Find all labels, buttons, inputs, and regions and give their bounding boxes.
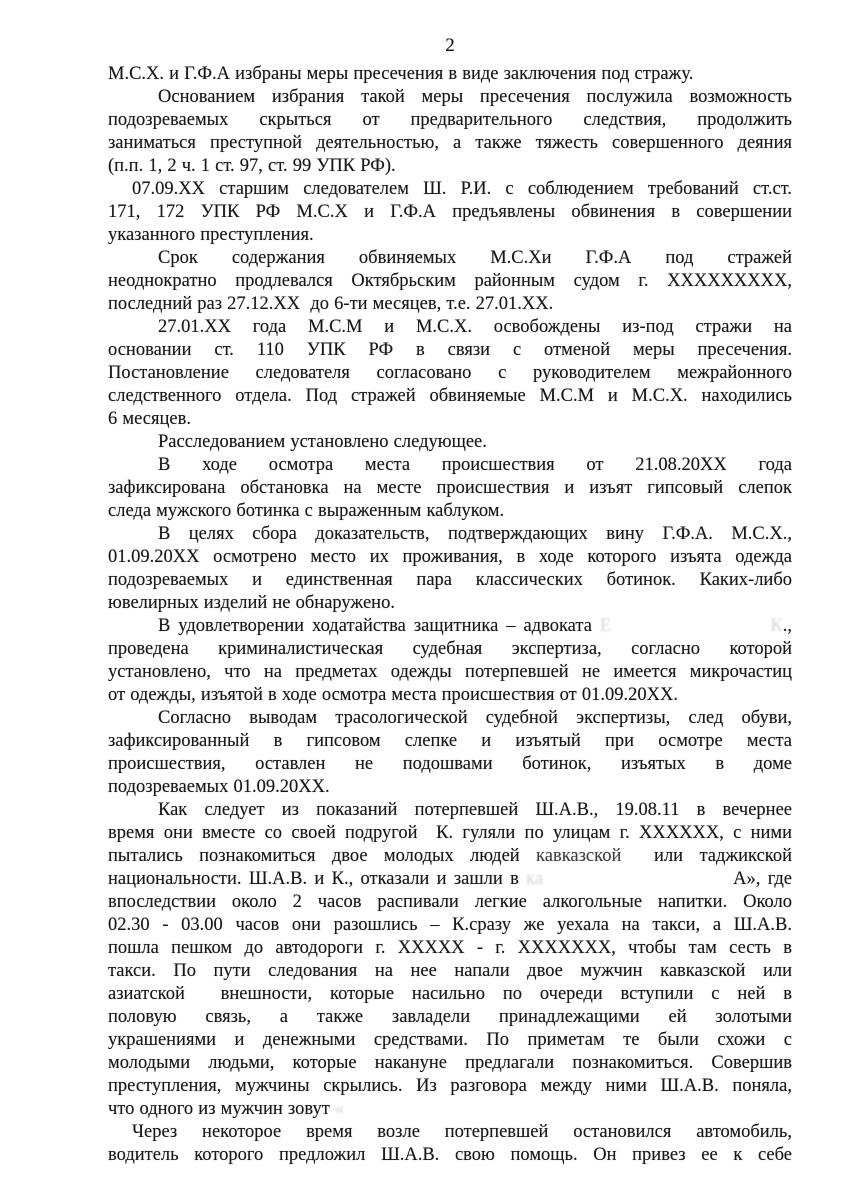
paragraph (108, 707, 792, 799)
text-line: зафиксированный в гипсовом слепке и изъятый при осмотре места (108, 731, 792, 751)
text-line: заниматься преступной деятельностью, а также тяжесть совершенного деяния (108, 133, 792, 153)
text-line: преступления, мужчины скрылись. Из разговора между ними Ш.А.В. поняла, (108, 1076, 792, 1096)
text-line: происшествия, оставлен не подошвами ботинок, изъятых в доме (108, 754, 792, 774)
text-segment: ., (782, 616, 792, 636)
paragraph (108, 86, 792, 178)
text-line: впоследствии около 2 часов распивали легкие алкогольные напитки. Около (108, 892, 792, 912)
text-line: указанного преступления. (108, 225, 314, 245)
text-line: подозреваемых скрыться от предварительного следствия, продолжить (108, 110, 792, 130)
text-segment: В удовлетворении ходатайства защитника – адвоката (158, 616, 600, 636)
paragraph (108, 316, 792, 431)
text-line: молодыми людьми, которые накануне предлагали познакомиться. Совершив (108, 1053, 792, 1073)
text-line: 01.09.20ХХ осмотрено место их проживания, в ходе которого изъята одежда (108, 547, 792, 567)
text-line: зафиксирована обстановка на месте происшествия и изъят гипсовый слепок (108, 478, 792, 498)
text-line: основании ст. 110 УПК РФ в связи с отменой меры пресечения. (108, 340, 792, 360)
page-number: 2 (445, 35, 455, 56)
text-line (108, 1098, 792, 1121)
paragraph (108, 523, 792, 615)
text-line: ювелирных изделий не обнаружено. (108, 593, 395, 613)
text-segment: А», где (733, 869, 793, 889)
text-line: пошла пешком до автодороги г. ХХХХХ - г. ХХХХХХХ, чтобы там сесть в (108, 938, 792, 958)
text-line: такси. По пути следования на нее напали двое мужчин кавказской или (108, 961, 792, 981)
text-line: 02.30 - 03.00 часов они разошлись – К.сразу же уехала на такси, а Ш.А.В. (108, 915, 792, 935)
text-line (108, 868, 792, 891)
text-line: установлено, что на предметах одежды потерпевшей не имеется микрочастиц (108, 662, 792, 682)
text-line: следа мужского ботинка с выраженным каблуком. (108, 501, 505, 521)
redacted-text: ка (526, 869, 734, 889)
text-line: азиатской внешности, которые насильно по очереди вступили с ней в (108, 984, 792, 1004)
text-line: проведена криминалистическая судебная экспертиза, согласно которой (108, 639, 792, 659)
text-line: подозреваемых 01.09.20ХХ. (108, 777, 330, 797)
text-line: В целях сбора доказательств, подтверждающих вину Г.Ф.А. М.С.Х., (158, 524, 792, 544)
paragraph (108, 63, 792, 86)
text-segment: кавказской (536, 846, 622, 866)
text-line: водитель которого предложил Ш.А.В. свою помощь. Он привез ее к себе (108, 1145, 792, 1165)
text-line: 6 месяцев. (108, 409, 191, 429)
text-line: Постановление следователя согласовано с руководителем межрайонного (108, 363, 792, 383)
text-line: В ходе осмотра места происшествия от 21.08.20ХХ года (158, 455, 792, 475)
paragraph (108, 178, 792, 247)
paragraph (108, 454, 792, 523)
text-line: последний раз 27.12.ХХ до 6-ти месяцев, т.е. 27.01.ХХ. (108, 294, 554, 314)
text-line: 07.09.ХХ старшим следователем Ш. Р.И. с соблюдением требований ст.ст. (132, 179, 792, 199)
text-line: неоднократно продлевался Октябрьским районным судом г. ХХХХХХХХХ, (108, 271, 792, 291)
paragraph (108, 247, 792, 316)
text-segment: или таджикской (621, 846, 792, 866)
paragraph (108, 615, 792, 707)
text-line: подозреваемых и единственная пара классических ботинок. Каких-либо (108, 570, 792, 590)
text-line: Согласно выводам трасологической судебной экспертизы, след обуви, (158, 708, 792, 728)
text-segment: что одного из мужчин зовут (108, 1099, 335, 1119)
text-line: 27.01.ХХ года М.С.М и М.С.Х. освобождены из-под стражи на (158, 317, 792, 337)
text-segment: пытались познакомиться двое молодых людей (108, 846, 537, 866)
text-line: 171, 172 УПК РФ М.С.Х и Г.Ф.А предъявлены обвинения в совершении (108, 202, 792, 222)
document-body (108, 63, 792, 1167)
text-line: Расследованием установлено следующее. (158, 432, 487, 452)
text-line: Как следует из показаний потерпевшей Ш.А.В., 19.08.11 в вечернее (158, 800, 792, 820)
text-line: Срок содержания обвиняемых М.С.Хи Г.Ф.А под стражей (158, 248, 792, 268)
paragraph (108, 431, 792, 454)
redacted-text: Е К (599, 616, 783, 636)
text-line: половую связь, а также завладели принадлежащими ей золотыми (108, 1007, 792, 1027)
text-line: Основанием избрания такой меры пресечения послужила возможность (158, 87, 792, 107)
redacted-text: « (334, 1099, 386, 1119)
text-line: Через некоторое время возле потерпевшей остановился автомобиль, (132, 1122, 792, 1142)
text-line: М.С.Х. и Г.Ф.А избраны меры пресечения в виде заключения под стражу. (108, 64, 694, 84)
text-line: от одежды, изъятой в ходе осмотра места происшествия от 01.09.20ХХ. (108, 685, 678, 705)
paragraph (108, 1121, 792, 1167)
paragraph (108, 799, 792, 1121)
text-line (108, 845, 792, 868)
text-line: следственного отдела. Под стражей обвиняемые М.С.М и М.С.Х. находились (108, 386, 792, 406)
text-segment: национальности. Ш.А.В. и К., отказали и зашли в (108, 869, 527, 889)
text-line: (п.п. 1, 2 ч. 1 ст. 97, ст. 99 УПК РФ). (108, 156, 396, 176)
text-line (108, 615, 792, 638)
text-line: украшениями и денежными средствами. По приметам те были схожи с (108, 1030, 792, 1050)
text-line: время они вместе со своей подругой К. гуляли по улицам г. ХХХХХХ, с ними (108, 823, 792, 843)
